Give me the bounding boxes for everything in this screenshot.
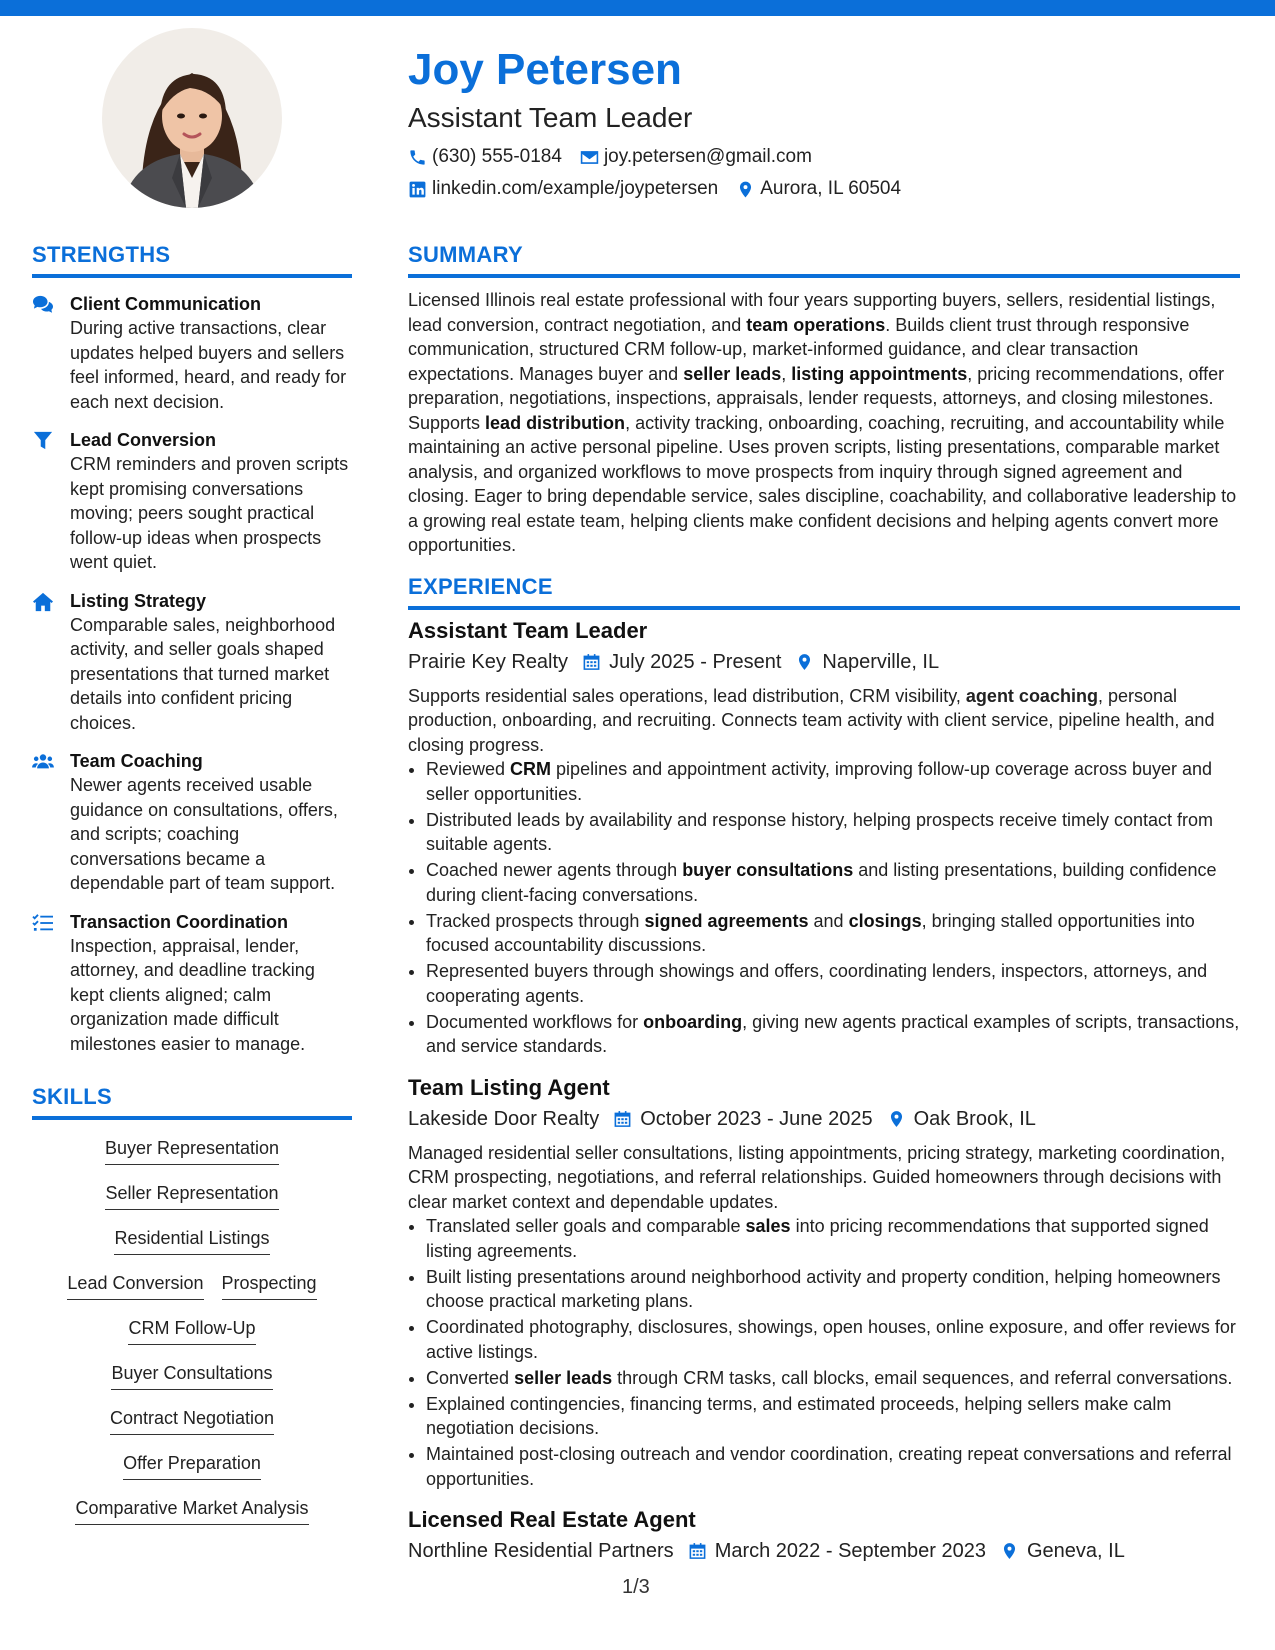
home-icon [32,592,54,612]
bold-keyword: listing appointments [791,363,968,384]
experience-list [408,616,1240,1566]
calendar-icon [688,1541,707,1561]
job-entry [408,1073,1240,1492]
job-entry [408,616,1240,1059]
strength-title: Listing Strategy [70,590,207,611]
job-dates [688,1537,986,1565]
candidate-name: Joy Petersen [408,45,682,94]
strength-title: Client Communication [70,294,262,314]
company-text: Lakeside Door Realty [408,1107,600,1130]
list-item [426,1265,1240,1314]
map-pin-icon [1000,1541,1019,1561]
text-run: , bringing stalled opportunities into focused accountability discussions. [426,910,1195,955]
text-run: , personal production, onboarding, and recruiting. Connects team activity with client service, pipeline health, and closing progress. [408,685,1215,755]
list-item [426,959,1240,1008]
bold-keyword: CRM [510,759,552,779]
skill-row [32,1310,352,1355]
job-dates [613,1105,872,1133]
bold-keyword: lead distribution [485,412,626,433]
phone-icon [408,148,427,167]
job-location [1000,1537,1125,1565]
text-run: and listing presentations, building confidence during client-facing conversations. [426,860,1217,905]
bold-keyword: buyer consultations [682,860,854,880]
skills-heading: SKILLS [32,1082,352,1120]
dates-text: March 2022 - September 2023 [714,1540,986,1562]
job-company [408,648,568,676]
job-title: Assistant Team Leader [408,617,648,643]
envelope-icon [580,148,599,167]
list-item [426,1442,1240,1491]
dates-text: October 2023 - June 2025 [640,1107,873,1130]
text-run: through CRM tasks, call blocks, email sequences, and referral conversations. [612,1367,1233,1388]
text-run: Explained contingencies, financing terms, and estimated proceeds, helping sellers make calm negotiation decisions. [426,1393,1172,1438]
strengths-heading: STRENGTHS [32,240,352,278]
skill-row [32,1445,352,1490]
text-run: pipelines and appointment activity, improving follow-up coverage across buyer and seller opportunities. [426,759,1213,804]
contact-location [736,178,901,200]
strength-description: Newer agents received usable guidance on consultations, offers, and scripts; coaching conversations became a dependable part of team support. [70,775,338,893]
job-title: Licensed Real Estate Agent [408,1507,696,1532]
left-column [32,240,352,1535]
contact-email[interactable] [580,146,812,168]
job-location [887,1105,1036,1133]
comments-icon [32,295,54,315]
location-text: Geneva, IL [1026,1540,1125,1562]
list-check-icon [32,913,54,933]
text-run: Represented buyers through showings and offers, coordinating lenders, inspectors, attorneys, and cooperating agents. [426,961,1208,1006]
experience-heading: EXPERIENCE [408,572,1240,610]
bold-keyword: sales [745,1216,791,1236]
bold-keyword: team operations [746,314,886,335]
email-text: joy.petersen@gmail.com [603,146,812,167]
skill-tag: Residential Listings [114,1226,269,1255]
bold-keyword: closings [848,910,922,931]
text-run: Supports residential sales operations, lead distribution, CRM visibility, [408,685,966,706]
strength-title: Transaction Coordination [70,911,289,932]
company-text: Prairie Key Realty [408,650,569,673]
skill-row [32,1130,352,1175]
text-run: Licensed Illinois real estate professional with four years supporting buyers, sellers, residential listings, lead conversion, contract negotiation, and [408,290,1216,335]
text-run: . Builds client trust through responsive communication, structured CRM follow-up, market-informed guidance, and clear transaction expectations. Manages buyer and [408,314,1190,384]
strength-description: Inspection, appraisal, lender, attorney, and deadline tracking kept clients aligned; calm organization made difficult milestones easier to manage. [70,935,315,1054]
job-description [408,1141,1240,1215]
job-meta [408,648,1240,676]
contact-linkedin[interactable] [408,178,718,200]
job-bullets [408,1214,1240,1491]
skill-tag: CRM Follow-Up [128,1316,255,1345]
text-run: Tracked prospects through [426,910,645,931]
text-run: , activity tracking, onboarding, coaching, recruiting, and accountability while maintaining an active personal pipeline. Uses proven scripts, listing presentations, comparable market analysis, and organized workflows to move prospects from inquiry through signed agreement and closing. Eager to bring dependable service, sales discipline, coachability, and collaborative leadership to a growing real estate team, helping clients make confident decisions and helping agents convert more opportunities. [408,412,1237,555]
bold-keyword: onboarding [643,1011,743,1032]
strength-description: During active transactions, clear updates helped buyers and sellers feel informed, heard, and ready for each next decision. [70,318,347,412]
location-text: Oak Brook, IL [913,1107,1036,1130]
contact-phone[interactable] [408,146,562,168]
location-text: Naperville, IL [822,650,940,673]
skill-tag: Seller Representation [105,1181,278,1210]
text-run: Coached newer agents through [426,860,683,880]
calendar-icon [613,1109,632,1129]
bold-keyword: signed agreements [644,910,809,931]
skill-tag: Buyer Representation [105,1136,279,1165]
summary-heading: SUMMARY [408,240,1240,278]
strength-title: Lead Conversion [70,430,217,450]
profile-photo [102,28,282,208]
list-item [426,808,1240,857]
profile-photo-illustration [102,28,282,208]
map-pin-icon [736,180,755,199]
text-run: Distributed leads by availability and response history, helping prospects receive timely contact from suitable agents. [426,809,1214,854]
candidate-title: Assistant Team Leader [408,102,693,133]
skill-row [32,1265,352,1310]
skill-row [32,1220,352,1265]
job-dates [582,648,781,676]
strength-item [32,910,352,1057]
skill-tag: Offer Preparation [123,1451,261,1480]
job-bullets [408,757,1240,1059]
skill-tag: Comparative Market Analysis [75,1496,308,1525]
text-run: Managed residential seller consultations, listing appointments, pricing strategy, marketing coordination, CRM prospecting, negotiations, and referral relationships. Guided homeowners through decisions with clear market context and dependable updates. [408,1142,1226,1212]
top-accent-bar [0,0,1275,16]
job-meta [408,1105,1240,1133]
strength-item [32,589,352,736]
filter-icon [32,431,54,451]
page-number: 1/3 [622,1576,650,1598]
list-item [426,1315,1240,1364]
text-run: Converted [426,1367,515,1388]
bold-keyword: agent coaching [965,685,1098,706]
strength-title: Team Coaching [70,751,203,771]
list-item [426,909,1240,958]
list-item [426,1392,1240,1441]
text-run: Reviewed [426,759,511,779]
job-company [408,1537,674,1565]
strength-description: CRM reminders and proven scripts kept promising conversations moving; peers sought practical follow-up ideas when prospects went quiet. [70,454,349,572]
list-item [426,858,1240,907]
text-run: Coordinated photography, disclosures, showings, open houses, online exposure, and offer reviews for active listings. [426,1317,1236,1362]
list-item [426,1010,1240,1059]
text-run: Maintained post-closing outreach and vendor coordination, creating repeat conversations and referral opportunities. [426,1444,1232,1489]
calendar-icon [582,652,601,672]
job-meta [408,1537,1240,1565]
text-run: Documented workflows for [426,1011,644,1032]
resume-header [408,40,1238,202]
text-run: , giving new agents practical examples of scripts, transactions, and service standards. [426,1011,1240,1056]
strength-description: Comparable sales, neighborhood activity, and seller goals shaped presentations that turned market details into confident pricing choices. [70,614,336,733]
job-title: Team Listing Agent [408,1074,610,1100]
dates-text: July 2025 - Present [609,650,782,673]
company-text: Northline Residential Partners [408,1540,674,1562]
skill-tag: Prospecting [222,1271,317,1300]
right-column [408,240,1240,1565]
list-item [426,1366,1240,1391]
contact-row-secondary [408,176,1238,202]
job-entry [408,1505,1240,1565]
map-pin-icon [795,652,814,672]
strength-item [32,428,352,575]
linkedin-icon [408,180,427,199]
text-run: , [781,363,792,384]
skill-tag: Contract Negotiation [110,1406,274,1435]
list-item [426,757,1240,806]
skill-row [32,1175,352,1220]
skills-list [32,1130,352,1535]
text-run: Translated seller goals and comparable [426,1216,746,1236]
bold-keyword: seller leads [514,1367,613,1388]
job-location [795,648,939,676]
text-run: , pricing recommendations, offer preparation, negotiations, inspections, appraisals, lender requests, attorneys, and closing milestones. Supports [408,363,1225,433]
strength-item [32,749,352,896]
location-text: Aurora, IL 60504 [760,178,902,199]
job-company [408,1105,599,1133]
bold-keyword: seller leads [683,363,782,384]
phone-text: (630) 555-0184 [432,146,562,167]
linkedin-text: linkedin.com/example/joypetersen [432,178,719,199]
skill-row [32,1400,352,1445]
contact-row-primary [408,144,1238,170]
job-description [408,684,1240,758]
list-item [426,1214,1240,1263]
skill-tag: Lead Conversion [67,1271,203,1300]
skill-tag: Buyer Consultations [111,1361,272,1390]
summary-text [408,288,1240,558]
strength-item [32,292,352,414]
skill-row [32,1490,352,1535]
text-run: into pricing recommendations that supported signed listing agreements. [426,1216,1209,1261]
text-run: and [808,910,849,931]
users-icon [32,752,54,772]
text-run: Built listing presentations around neighborhood activity and property condition, helping homeowners choose practical marketing plans. [426,1266,1221,1311]
skill-row [32,1355,352,1400]
map-pin-icon [887,1109,906,1129]
